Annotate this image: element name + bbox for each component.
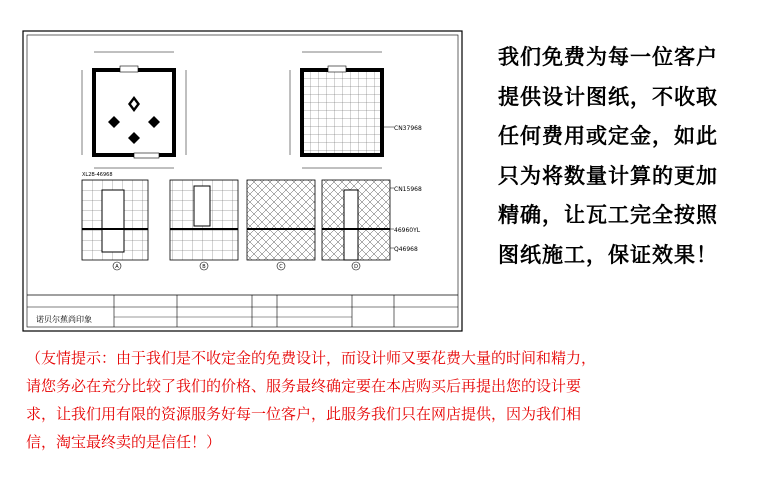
callout-c3: 46960YL <box>394 227 421 234</box>
marker-b: B <box>202 264 206 270</box>
marker-c: C <box>279 264 283 270</box>
marker-d: D <box>354 264 358 270</box>
slogan-line: 提供设计图纸，不收取 <box>498 84 718 109</box>
floor-plan-left <box>82 52 186 168</box>
brand-name: 诺贝尔蕉尚印象 <box>36 315 92 324</box>
slogan-line: 图纸施工，保证效果！ <box>498 242 718 267</box>
callout-c1: CN37968 <box>394 125 422 132</box>
elevation-a <box>82 172 148 270</box>
slogan-line: 只为将数量计算的更加 <box>498 163 718 188</box>
marker-a: A <box>115 264 119 270</box>
callout-c2: CN15968 <box>394 186 422 193</box>
elevation-c <box>247 180 315 270</box>
slogan <box>498 38 760 275</box>
notice-line: 求，让我们用有限的资源服务好每一位客户，此服务我们只在网店提供，因为我们相 <box>26 405 582 423</box>
elevation-b <box>170 180 238 270</box>
notice-line: 信，淘宝最终卖的是信任！） <box>26 433 222 451</box>
tile-design-drawing <box>22 30 463 332</box>
slogan-line: 我们免费为每一位客户 <box>498 45 718 69</box>
callout-c4: Q46968 <box>394 246 418 253</box>
notice-line: （友情提示：由于我们是不收定金的免费设计，而设计师又要花费大量的时间和精力， <box>26 349 597 367</box>
slogan-line: 任何费用或定金，如此 <box>498 124 718 148</box>
slogan-line: 精确，让瓦工完全按照 <box>498 203 718 227</box>
code-label: XL2B-46968 <box>82 172 113 178</box>
friendly-notice <box>26 344 756 456</box>
notice-line: 请您务必在充分比较了我们的价格、服务最终确定要在本店购买后再提出您的设计要 <box>26 377 582 395</box>
